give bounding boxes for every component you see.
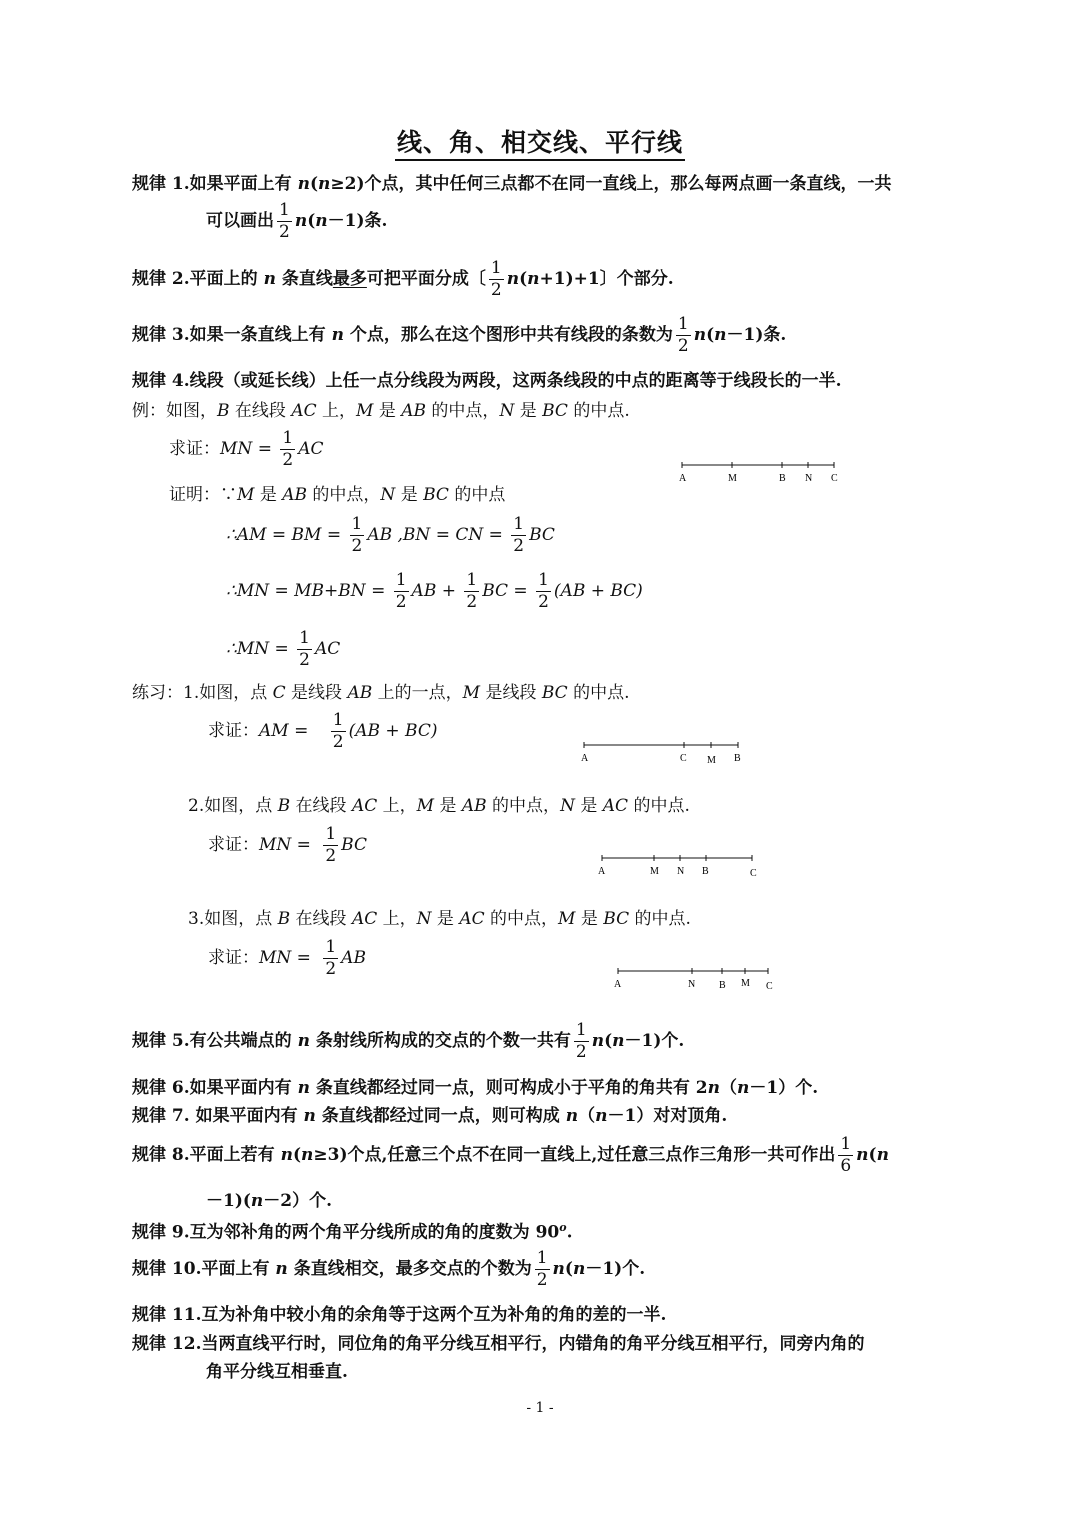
rule-1-line-1: 规律 1.如果平面上有 n(n≥2)个点，其中任何三点都不在同一直线上，那么每两点画一条直线，一共 xyxy=(132,174,892,194)
label-a: A xyxy=(581,753,589,764)
fraction: $\frac{1}{2}$ xyxy=(538,570,549,612)
practice-2-statement: 2.如图，点 B 在线段 AC 上，M 是 AB 的中点，N 是 AC 的中点. xyxy=(188,796,690,816)
rule-2: 规律 2.平面上的 n 条直线最多可把平面分成〔 $\frac{1}{2}$ n(n+1)+1〕个部分. xyxy=(132,258,674,300)
example-segment-diagram xyxy=(672,457,848,487)
rule-8-line-2: －1)(n－2）个. xyxy=(206,1191,333,1211)
fraction: $\frac{1}{2}$ xyxy=(575,1020,587,1062)
label-a: A xyxy=(614,979,622,990)
fraction: $\frac{1}{2}$ xyxy=(536,1248,548,1290)
label-b: B xyxy=(719,980,726,991)
rule-12-line-2: 角平分线互相垂直. xyxy=(206,1362,348,1382)
practice-3-statement: 3.如图，点 B 在线段 AC 上，N 是 AC 的中点，M 是 BC 的中点. xyxy=(188,909,691,929)
rule-11: 规律 11.互为补角中较小角的余角等于这两个互为补角的角的差的一半. xyxy=(132,1305,667,1325)
rule-6: 规律 6.如果平面内有 n 条直线都经过同一点，则可构成小于平角的角共有 2n（n－1）个. xyxy=(132,1078,819,1098)
practice-3-prove: 求证：MN = $\frac{1}{2}$ AB xyxy=(208,937,366,979)
label-b: B xyxy=(702,866,709,877)
rule-7: 规律 7. 如果平面内有 n 条直线都经过同一点，则可构成 n（n－1）对对顶角. xyxy=(132,1106,728,1126)
label-a: A xyxy=(598,866,606,877)
fraction: $\frac{1}{2}$ xyxy=(513,514,525,556)
label-n: N xyxy=(805,473,813,484)
fraction: $\frac{1}{2}$ xyxy=(325,824,337,866)
proof-line-3: ∴MN = MB+BN = $\frac{1}{2}$ AB + $\frac{1}{2}$ BC = $\frac{1}{2}$ (AB + BC) xyxy=(226,570,643,612)
proof-line-2: ∴AM = BM = $\frac{1}{2}$ AB ,BN = CN = $\frac{1}{2}$ BC xyxy=(226,514,555,556)
rule-9: 规律 9.互为邻补角的两个角平分线所成的角的度数为 90$^o$. xyxy=(132,1221,573,1243)
label-m: M xyxy=(650,866,659,877)
rule-10: 规律 10.平面上有 n 条直线相交，最多交点的个数为 $\frac{1}{2}$ n(n－1)个. xyxy=(132,1248,646,1290)
label-c: C xyxy=(831,473,838,484)
fraction: $\frac{1}{2}$ xyxy=(351,514,363,556)
practice-2-segment-diagram xyxy=(592,850,768,880)
label-c: C xyxy=(680,753,687,764)
fraction: $\frac{1}{2}$ xyxy=(282,428,294,470)
label-c: C xyxy=(750,868,757,879)
rule-4: 规律 4.线段（或延长线）上任一点分线段为两段，这两条线段的中点的距离等于线段长的一半. xyxy=(132,371,842,391)
fraction: $\frac{1}{2}$ xyxy=(325,937,337,979)
practice-3-segment-diagram xyxy=(608,963,784,993)
label-m: M xyxy=(707,755,716,766)
rule-5: 规律 5.有公共端点的 n 条射线所构成的交点的个数一共有 $\frac{1}{2}$ n(n－1)个. xyxy=(132,1020,685,1062)
fraction: $\frac{1}{2}$ xyxy=(299,628,310,670)
rule-1-line-2: 可以画出 $\frac{1}{2}$ n(n－1)条. xyxy=(206,200,388,242)
example-statement: 例：如图，B 在线段 AC 上，M 是 AB 的中点，N 是 BC 的中点. xyxy=(132,401,630,421)
rule-8-line-1: 规律 8.平面上若有 n(n≥3)个点,任意三个点不在同一直线上,过任意三点作三角形一共可作出 $\frac{1}{6}$ n(n xyxy=(132,1134,889,1176)
practice-1-segment-diagram xyxy=(574,737,750,767)
label-n: N xyxy=(688,979,696,990)
label-b: B xyxy=(734,753,741,764)
example-prove: 求证：MN = $\frac{1}{2}$ AC xyxy=(169,428,324,470)
label-m: M xyxy=(728,473,737,484)
proof-line-4: ∴MN = $\frac{1}{2}$ AC xyxy=(226,628,341,670)
practice-2-prove: 求证：MN = $\frac{1}{2}$ BC xyxy=(208,824,367,866)
label-c: C xyxy=(766,981,773,992)
practice-1-prove: 求证：AM = $\frac{1}{2}$ (AB + BC) xyxy=(208,710,438,752)
page-title: 线、角、相交线、平行线 xyxy=(0,130,1080,155)
rule-12-line-1: 规律 12.当两直线平行时，同位角的角平分线互相平行，内错角的角平分线互相平行，同旁内角的 xyxy=(132,1334,865,1354)
label-b: B xyxy=(779,473,786,484)
fraction: $\frac{1}{2}$ xyxy=(279,200,290,242)
proof-line-1: 证明：∵M 是 AB 的中点，N 是 BC 的中点 xyxy=(169,485,506,505)
fraction: $\frac{1}{6}$ xyxy=(840,1134,852,1176)
fraction: $\frac{1}{2}$ xyxy=(332,710,344,752)
fraction: $\frac{1}{2}$ xyxy=(395,570,407,612)
label-a: A xyxy=(679,473,687,484)
fraction: $\frac{1}{2}$ xyxy=(490,258,502,300)
label-n: N xyxy=(677,866,685,877)
practice-1-statement: 练习：1.如图，点 C 是线段 AB 上的一点，M 是线段 BC 的中点. xyxy=(132,683,630,703)
rule-3: 规律 3.如果一条直线上有 n 个点，那么在这个图形中共有线段的条数为 $\frac{1}{2}$ n(n－1)条. xyxy=(132,314,787,356)
page-number: - 1 - xyxy=(526,1400,554,1416)
fraction: $\frac{1}{2}$ xyxy=(677,314,689,356)
label-m: M xyxy=(741,978,750,989)
fraction: $\frac{1}{2}$ xyxy=(466,570,478,612)
